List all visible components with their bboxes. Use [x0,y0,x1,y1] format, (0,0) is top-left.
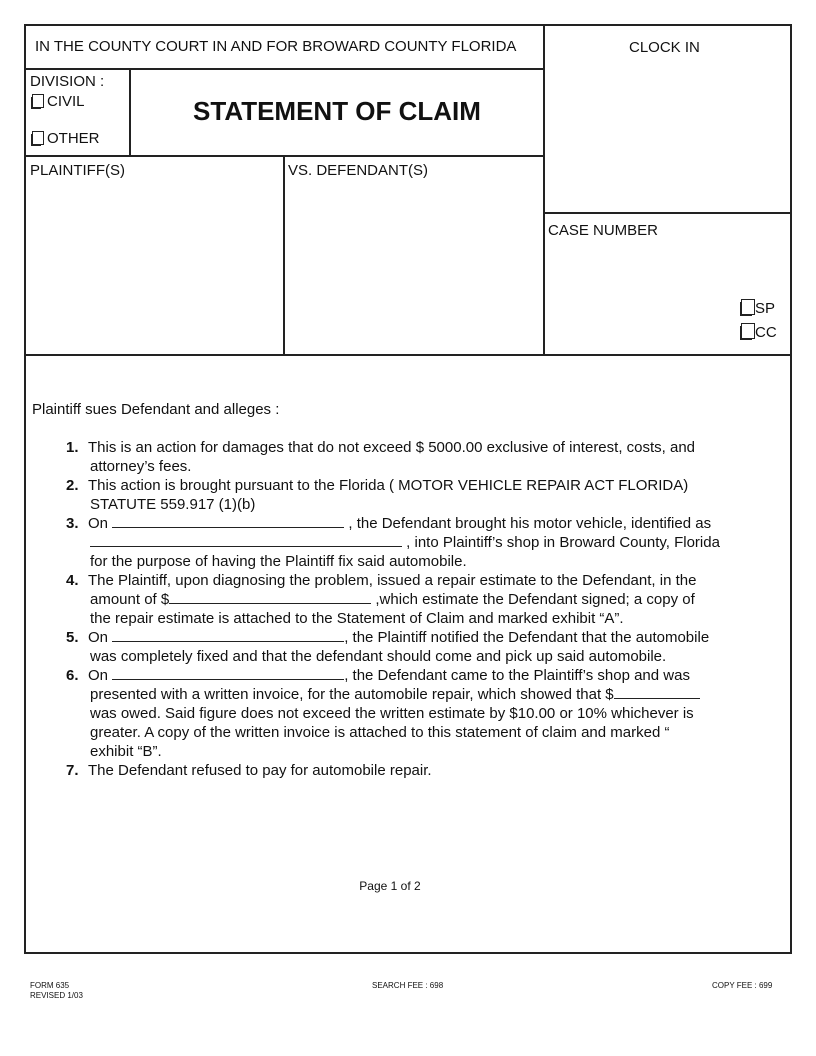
other-label: OTHER [47,130,100,147]
page-title: STATEMENT OF CLAIM [193,96,481,126]
page-number: Page 1 of 2 [359,879,421,893]
revised-date: REVISED 1/03 [30,991,83,1000]
claim-item-7 [66,761,432,780]
amount-blank[interactable] [169,591,371,604]
divider [26,68,545,70]
divider [283,155,285,356]
claim-item-3-cont2: for the purpose of having the Plaintiff fix said automobile. [90,553,467,570]
division-label: DIVISION : [30,73,105,90]
sp-checkbox[interactable] [741,299,755,315]
item-number: 1. [66,439,79,456]
claim-item-6 [66,666,690,685]
claim-item-5-cont: was completely fixed and that the defendant should come and pick up said automobile. [90,648,667,665]
item-number: 7. [66,762,79,779]
claim-item-4-cont2: the repair estimate is attached to the Statement of Claim and marked exhibit “A”. [90,610,624,627]
cc-label: CC [755,324,777,341]
item-text: On [88,629,109,646]
claim-item-6-cont4: exhibit “B”. [90,743,162,760]
defendants-label: VS. DEFENDANT(S) [288,162,429,179]
claim-item-4 [66,571,696,590]
claim-item-3-cont [90,533,720,552]
claim-item-3 [66,514,711,533]
civil-checkbox[interactable] [32,94,44,108]
sp-option[interactable] [741,299,775,317]
item-text: presented with a written invoice, for the automobile repair, which showed that $ [90,686,614,703]
divider [543,26,545,356]
cc-checkbox[interactable] [741,323,755,339]
division-civil[interactable] [32,93,85,110]
item-text: ,which estimate the Defendant signed; a copy of [375,591,695,608]
claim-item-5 [66,628,709,647]
date-blank-6[interactable] [112,667,344,680]
item-text: The Defendant refused to pay for automobile repair. [88,762,432,779]
divider [543,212,792,214]
claim-item-2 [66,476,688,495]
item-text: This action is brought pursuant to the Florida ( MOTOR VEHICLE REPAIR ACT FLORIDA) [88,477,689,494]
claim-item-1-cont: attorney’s fees. [90,458,192,475]
copy-fee: COPY FEE : 699 [712,981,773,990]
item-text: This is an action for damages that do not exceed $ 5000.00 exclusive of interest, costs, and [88,439,696,456]
division-other[interactable] [32,130,100,147]
claim-item-6-cont [90,685,700,704]
claim-item-4-cont [90,590,695,609]
claim-intro: Plaintiff sues Defendant and alleges : [32,401,280,418]
item-text: , the Plaintiff notified the Defendant that the automobile [344,629,710,646]
claim-item-1 [66,438,695,457]
item-number: 3. [66,515,79,532]
form-number: FORM 635 [30,981,70,990]
clock-in-label: CLOCK IN [629,39,700,56]
sp-label: SP [755,300,776,317]
item-number: 6. [66,667,79,684]
item-text: The Plaintiff, upon diagnosing the problem, issued a repair estimate to the Defendant, in the [88,572,697,589]
plaintiffs-label: PLAINTIFF(S) [30,162,126,179]
other-checkbox[interactable] [32,131,44,145]
claim-item-2-cont: STATUTE 559.917 (1)(b) [90,496,256,513]
item-text: On [88,515,109,532]
date-blank-5[interactable] [112,629,344,642]
claim-item-6-cont3: greater. A copy of the written invoice is attached to this statement of claim and marked “ [90,724,670,741]
item-text: amount of $ [90,591,170,608]
item-text: On [88,667,109,684]
item-number: 4. [66,572,79,589]
cc-option[interactable] [741,323,777,341]
court-heading: IN THE COUNTY COURT IN AND FOR BROWARD COUNTY FLORIDA [35,38,517,55]
item-text: , into Plaintiff’s shop in Broward County, Florida [406,534,720,551]
divider [26,354,792,356]
claim-item-6-cont2: was owed. Said figure does not exceed the written estimate by $10.00 or 10% whichever is [90,705,694,722]
date-blank-3[interactable] [112,515,344,528]
invoice-amount-blank[interactable] [614,686,700,699]
item-text: , the Defendant brought his motor vehicle, identified as [348,515,712,532]
civil-label: CIVIL [47,93,85,110]
item-number: 5. [66,629,79,646]
item-number: 2. [66,477,79,494]
divider [26,155,545,157]
search-fee: SEARCH FEE : 698 [372,981,444,990]
item-text: , the Defendant came to the Plaintiff’s shop and was [344,667,690,684]
case-number-label: CASE NUMBER [548,222,659,239]
vehicle-blank[interactable] [90,534,402,547]
